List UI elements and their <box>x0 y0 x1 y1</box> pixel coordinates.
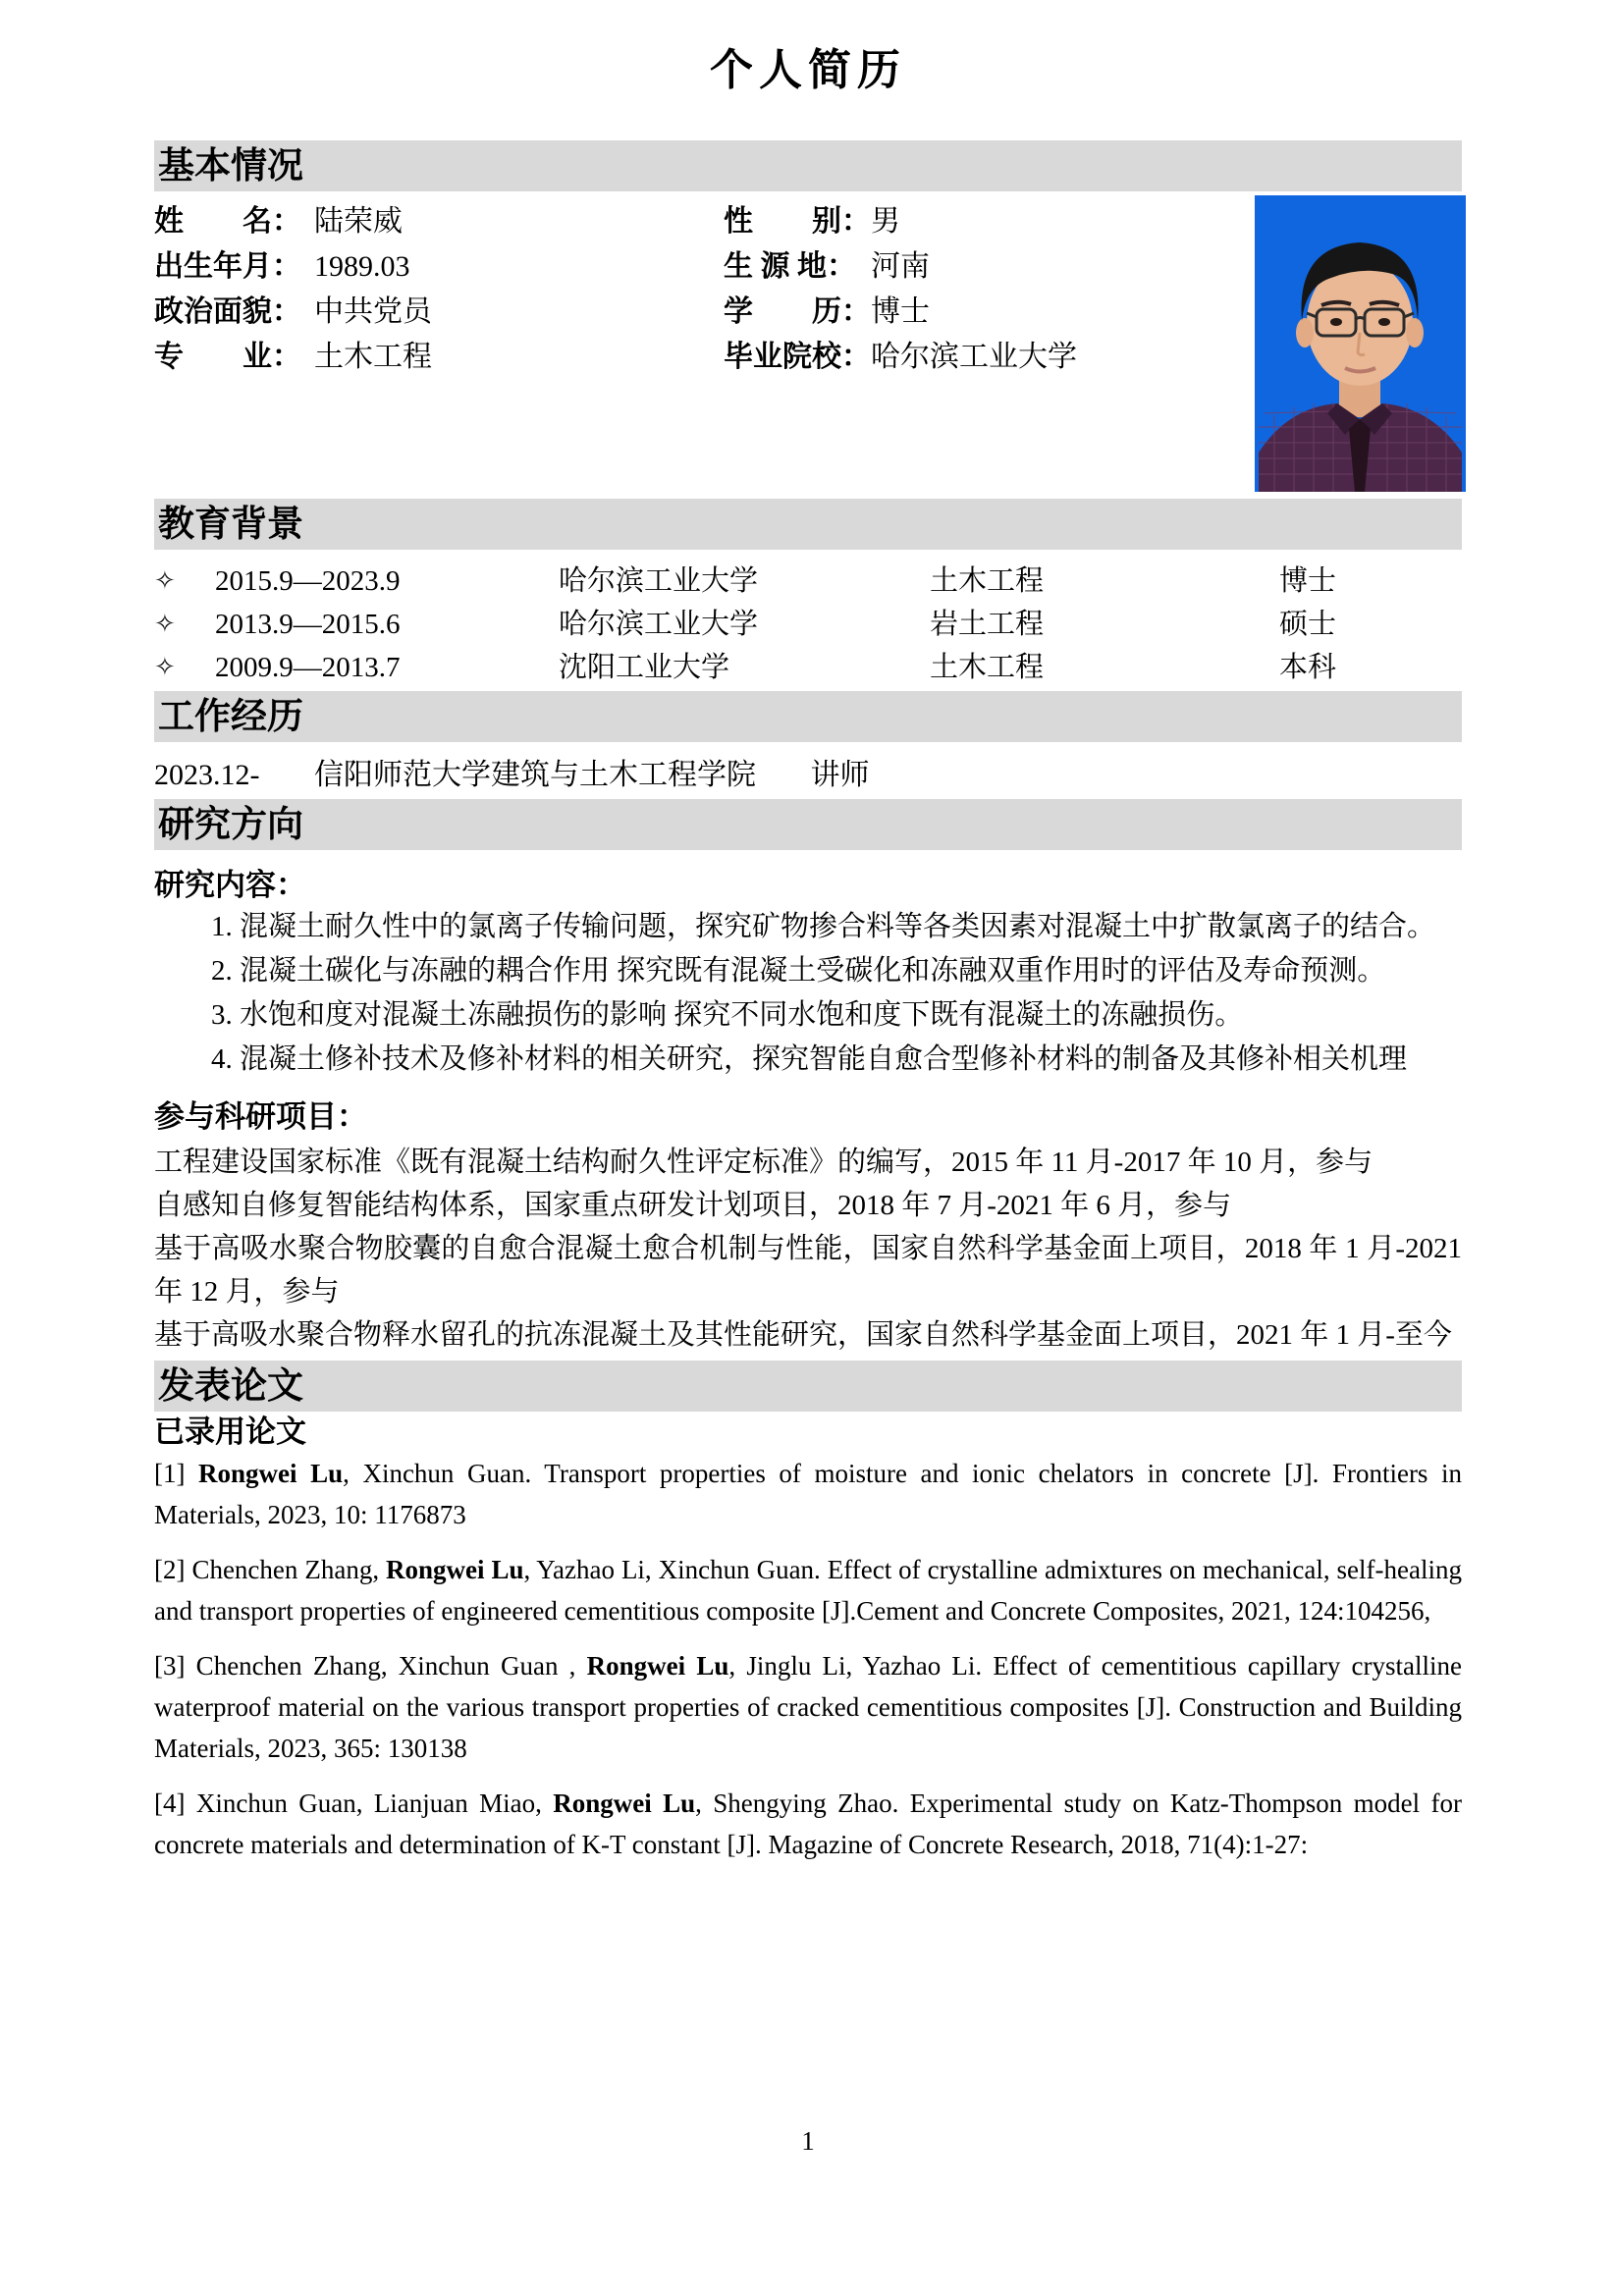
project-item: 基于高吸水聚合物胶囊的自愈合混凝土愈合机制与性能，国家自然科学基金面上项目，2018 年 1 月-2021 年 12 月，参与 <box>154 1233 1462 1308</box>
publication-item <box>154 1453 1462 1535</box>
diamond-bullet-icon: ✧ <box>154 653 176 681</box>
publication-text-before: [3] Chenchen Zhang, Xinchun Guan , <box>154 1651 587 1681</box>
education-row <box>154 560 1462 603</box>
id-photo <box>1255 195 1466 492</box>
research-content-heading: 研究内容： <box>154 868 306 902</box>
project-item: 基于高吸水聚合物释水留孔的抗冻混凝土及其性能研究，国家自然科学基金面上项目，2021 年 1 月-至今 <box>154 1319 1452 1351</box>
field-degree-label: 学 历： <box>724 295 871 328</box>
education-major: 土木工程 <box>930 652 1045 683</box>
section-header-publications: 发表论文 <box>154 1361 1462 1412</box>
project-item: 自感知自修复智能结构体系，国家重点研发计划项目，2018 年 7 月-2021 年 6 月，参与 <box>154 1190 1232 1221</box>
publication-text-before: [4] Xinchun Guan, Lianjuan Miao, <box>154 1789 554 1818</box>
field-gender-value: 男 <box>871 205 900 238</box>
publication-text-after: , Xinchun Guan. Transport properties of moisture and ionic chelators in concrete [J]. Frontiers in Materials, 2023, 10: 1176873 <box>154 1459 1462 1529</box>
page-title: 个人简历 <box>710 46 906 94</box>
section-header-work: 工作经历 <box>154 691 1462 742</box>
field-gender-label: 性 别： <box>724 205 871 238</box>
field-political-status-label: 政治面貌： <box>154 295 301 328</box>
publication-author-bold: Rongwei Lu <box>198 1459 344 1488</box>
research-item: 2. 混凝土碳化与冻融的耦合作用 探究既有混凝土受碳化和冻融双重作用时的评估及寿命预测。 <box>211 955 1386 987</box>
education-table <box>154 560 1462 689</box>
publication-author-bold: Rongwei Lu <box>586 1651 729 1681</box>
education-school: 哈尔滨工业大学 <box>559 565 759 597</box>
field-political-status-value: 中共党员 <box>314 295 432 328</box>
work-period: 2023.12- <box>154 759 260 791</box>
project-item: 工程建设国家标准《既有混凝土结构耐久性评定标准》的编写，2015 年 11 月-2017 年 10 月，参与 <box>154 1147 1374 1178</box>
section-header-education: 教育背景 <box>154 499 1462 550</box>
field-school-value: 哈尔滨工业大学 <box>871 341 1077 373</box>
field-political-status <box>154 287 724 330</box>
field-birth-value: 1989.03 <box>314 250 410 283</box>
field-degree-value: 博士 <box>871 295 930 328</box>
publication-item <box>154 1549 1462 1631</box>
section-header-basic-info: 基本情况 <box>154 140 1462 191</box>
publication-text-after: , Yazhao Li, Xinchun Guan. Effect of crystalline admixtures on mechanical, self-healing and transport properties of engineered cementitious composite [J].Cement and Concrete Composites, 2021, 124:104256, <box>154 1555 1463 1626</box>
field-name <box>154 196 724 240</box>
id-photo-illustration <box>1255 195 1466 492</box>
education-degree: 硕士 <box>1279 609 1337 640</box>
research-item: 1. 混凝土耐久性中的氯离子传输问题，探究矿物掺合料等各类因素对混凝土中扩散氯离子的结合。 <box>211 911 1436 942</box>
education-major: 岩土工程 <box>930 609 1045 640</box>
education-period: 2013.9—2015.6 <box>215 609 401 640</box>
education-period: 2009.9—2013.7 <box>215 652 401 683</box>
field-major-label: 专 业： <box>154 341 301 373</box>
resume-content <box>154 0 1462 1865</box>
diamond-bullet-icon: ✧ <box>154 566 176 595</box>
education-major: 土木工程 <box>930 565 1045 597</box>
field-name-value: 陆荣威 <box>314 205 403 238</box>
research-item: 4. 混凝土修补技术及修补材料的相关研究，探究智能自愈合型修补材料的制备及其修补相关机理 <box>211 1043 1408 1075</box>
field-name-label: 姓 名： <box>154 205 301 238</box>
field-school-label: 毕业院校： <box>724 341 871 373</box>
publications-subheading: 已录用论文 <box>154 1415 306 1449</box>
publications-list <box>154 1453 1462 1865</box>
publication-text-after: , Shengying Zhao. Experimental study on Katz-Thompson model for concrete materials and determination of K-T constant [J]. Magazine of Concrete Research, 2018, 71(4):1-27: <box>154 1789 1463 1859</box>
publication-text-after: , Jinglu Li, Yazhao Li. Effect of cementitious capillary crystalline waterproof material on the various transport properties of cracked cementitious composites [J]. Construction and Building Materials, 2023, 365: 130138 <box>154 1651 1463 1763</box>
field-origin-label: 生 源 地： <box>724 250 856 283</box>
research-items <box>154 905 1462 1082</box>
basic-info-block <box>154 195 1462 492</box>
education-school: 沈阳工业大学 <box>559 652 730 683</box>
field-birth-label: 出生年月： <box>154 250 301 283</box>
publication-item <box>154 1783 1462 1865</box>
research-projects-heading: 参与科研项目： <box>154 1099 367 1134</box>
research-item: 3. 水饱和度对混凝土冻融损伤的影响 探究不同水饱和度下既有混凝土的冻融损伤。 <box>211 999 1244 1031</box>
field-major-value: 土木工程 <box>314 341 432 373</box>
education-row <box>154 646 1462 689</box>
field-origin-value: 河南 <box>871 250 930 283</box>
education-row <box>154 603 1462 646</box>
publication-text-before: [2] Chenchen Zhang, <box>154 1555 387 1584</box>
publication-author-bold: Rongwei Lu <box>386 1555 524 1584</box>
publication-text-before: [1] <box>154 1459 199 1488</box>
publication-item <box>154 1645 1462 1769</box>
section-header-research: 研究方向 <box>154 799 1462 850</box>
field-birth <box>154 241 724 285</box>
education-period: 2015.9—2023.9 <box>215 565 401 597</box>
work-organization: 信阳师范大学建筑与土木工程学院 <box>314 759 756 791</box>
research-projects <box>154 1141 1462 1357</box>
work-entry <box>154 756 1462 795</box>
publication-author-bold: Rongwei Lu <box>553 1789 696 1818</box>
education-degree: 博士 <box>1279 565 1337 597</box>
page-number: 1 <box>801 2126 815 2156</box>
field-major <box>154 332 724 375</box>
diamond-bullet-icon: ✧ <box>154 610 176 638</box>
work-position: 讲师 <box>810 759 870 791</box>
education-school: 哈尔滨工业大学 <box>559 609 759 640</box>
education-degree: 本科 <box>1279 652 1337 683</box>
